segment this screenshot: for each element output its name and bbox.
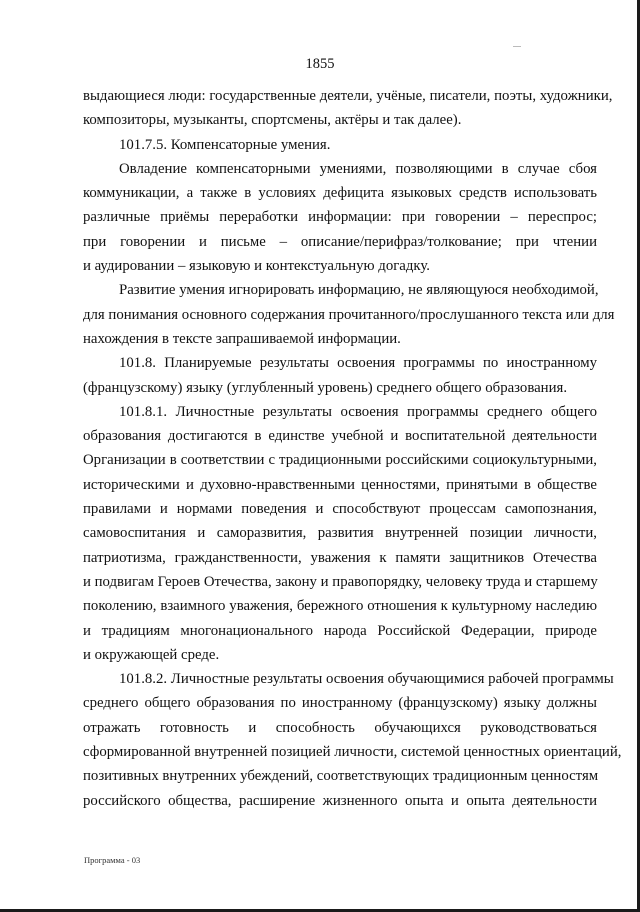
text-line: и традициям многонационального народа Российской Федерации, природе [83,622,597,639]
text-line: различные приёмы переработки информации: при говорении – переспрос; [83,209,597,226]
text-line: правилами и нормами поведения и способствуют процессам самопознания, [83,501,597,518]
text-line: 101.7.5. Компенсаторные умения. [119,136,331,153]
text-line: патриотизма, гражданственности, уважения к памяти защитников Отечества [83,549,597,566]
page-number: 1855 [305,56,335,72]
text-line: нахождения в тексте запрашиваемой информации. [83,330,401,347]
text-line: 101.8.1. Личностные результаты освоения программы среднего общего [119,403,597,420]
text-line: позитивных внутренних убеждений, соответствующих традиционным ценностям [83,768,599,785]
text-line: композиторы, музыканты, спортсмены, актёры и так далее). [83,112,462,129]
text-line: образования достигаются в единстве учебной и воспитательной деятельности [83,428,597,445]
text-line: сформированной внутренней позицией личности, системой ценностных ориентаций, [83,744,622,761]
text-line: 101.8. Планируемые результаты освоения программы по иностранному [119,355,597,372]
text-line: Овладение компенсаторными умениями, позволяющими в случае сбоя [119,160,597,177]
text-line: для понимания основного содержания прочитанного/прослушанного текста или для [83,306,615,323]
text-line: при говорении и письме – описание/перифраз/толкование; при чтении [83,233,597,250]
text-line: российского общества, расширение жизненного опыта и опыта деятельности [83,792,597,809]
text-line: самовоспитания и саморазвития, развития внутренней позиции личности, [83,525,597,542]
text-line: и окружающей среде. [83,646,220,663]
scan-speck [513,46,521,47]
text-line: и аудировании – языковую и контекстуальную догадку. [83,258,430,275]
text-line: выдающиеся люди: государственные деятели, учёные, писатели, поэты, художники, [83,88,613,104]
footer-label: Программа - 03 [84,855,141,865]
text-line: и подвигам Героев Отечества, закону и правопорядку, человеку труда и старшему [83,573,598,590]
text-line: поколению, взаимного уважения, бережного отношения к культурному наследию [83,598,597,615]
document-body [83,84,622,813]
text-line: Организации в соответствии с традиционными российскими социокультурными, [83,452,597,469]
text-line: Развитие умения игнорировать информацию, не являющуюся необходимой, [119,282,599,299]
text-line: коммуникации, а также в условиях дефицита языковых средств использовать [83,185,597,202]
text-line: отражать готовность и способность обучающихся руководствоваться [83,719,597,736]
text-line: среднего общего образования по иностранному (французскому) языку должны [83,695,597,712]
text-line: 101.8.2. Личностные результаты освоения обучающимися рабочей программы [119,671,614,688]
text-line: (французскому) языку (углубленный уровень) среднего общего образования. [83,379,568,396]
text-line: историческими и духовно-нравственными ценностями, принятыми в обществе [83,476,597,493]
